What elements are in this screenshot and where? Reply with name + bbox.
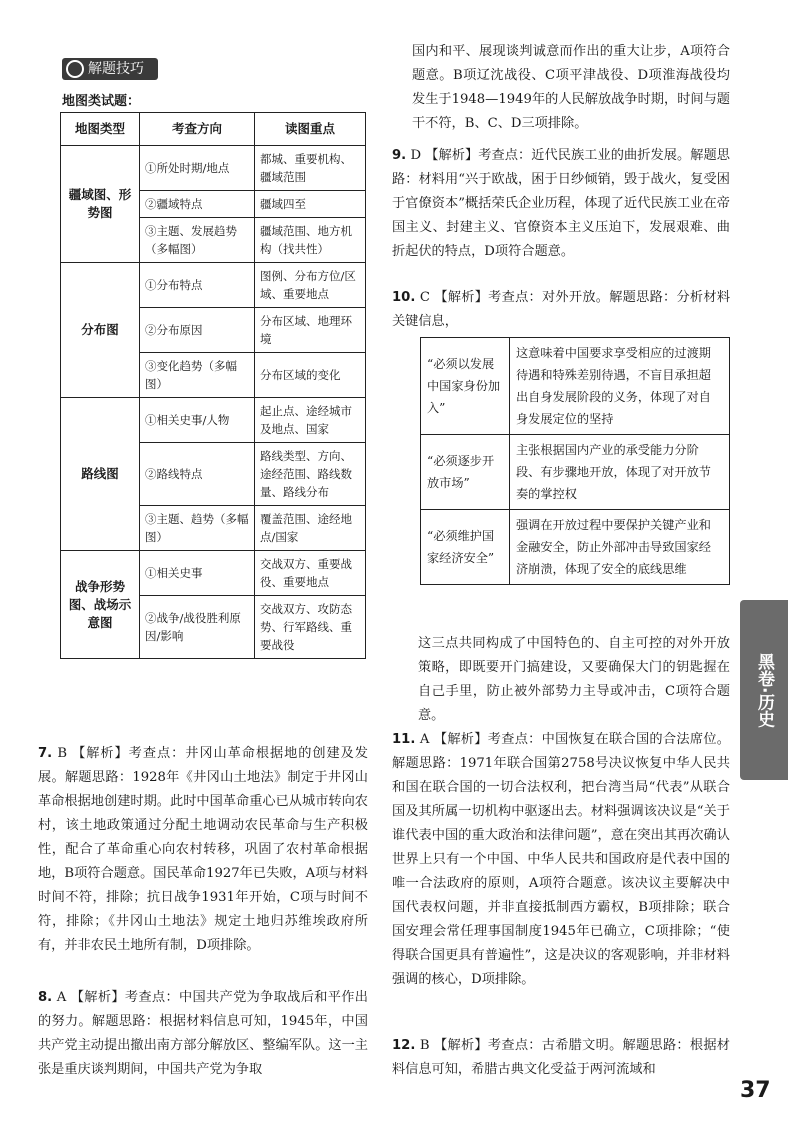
focus: 交战双方、重要战役、重要地点 [255,551,366,596]
direction: ③主题、趋势（多幅图） [140,506,255,551]
tip-label [62,58,158,80]
focus: 图例、分布方位/区域、重要地点 [255,263,366,308]
map-table [60,112,366,659]
question-number: 7. [38,746,53,761]
direction: ①相关史事/人物 [140,398,255,443]
explanation: 强调在开放过程中要保护关键产业和金融安全，防止外部冲击导致国家经济崩溃，体现了安全的底线思维 [510,510,730,585]
map-title: 地图类试题： [62,94,141,109]
table-row [421,338,730,435]
answer-8-continued: 国内和平、展现谈判诚意而作出的重大让步，A项符合题意。B项辽沈战役、C项平津战役、D项淮海战役均发生于1948—1949年的人民解放战争时期，时间与题干不符，B、C、D三项排除。 [412,44,730,131]
search-icon [66,60,84,78]
key-phrase: “必须以发展中国家身份加入” [421,338,510,435]
focus: 覆盖范围、途经地点/国家 [255,506,366,551]
focus: 疆域范围、地方机构（找共性） [255,218,366,263]
focus: 分布区域的变化 [255,353,366,398]
focus: 疆域四至 [255,191,366,218]
key-phrase: “必须维护国家经济安全” [421,510,510,585]
question-number: 12. [392,1038,416,1053]
direction: ②路线特点 [140,443,255,506]
analysis-table [420,337,730,585]
direction: ③变化趋势（多幅图） [140,353,255,398]
table-row [61,551,366,596]
answer-text: A 【解析】考查点：中国共产党为争取战后和平作出的努力。解题思路：根据材料信息可知，1945年，中国共产党主动提出撤出南方部分解放区、整编军队。这一主张是重庆谈判期间，中国共产党为争取 [38,990,368,1077]
direction: ①所处时期/地点 [140,146,255,191]
answer-10-conclusion: 这三点共同构成了中国特色的、自主可控的对外开放策略，即既要开门搞建设，又要确保大门的钥匙握在自己手里，防止被外部势力主导或冲击，C项符合题意。 [418,636,730,723]
answer-10 [392,286,730,334]
answer-12 [392,1034,730,1082]
table-header: 地图类型 [61,113,140,146]
map-type: 路线图 [61,398,140,551]
table-row [61,398,366,443]
question-number: 8. [38,990,53,1005]
answer-text: D 【解析】考查点：近代民族工业的曲折发展。解题思路：材料用“兴于欧战，困于日纱倾销，毁于战火，复受困于官僚资本”概括荣氏企业历程，体现了近代民族工业在帝国主义、封建主义、官僚资本主义压迫下，发展艰难、曲折起伏的特点，D项符合题意。 [392,148,730,259]
subject-side-tab: 黑卷·历史 [740,600,788,780]
answer-11 [392,728,730,992]
answer-text: C 【解析】考查点：对外开放。解题思路：分析材料关键信息， [392,290,731,329]
question-number: 10. [392,290,416,305]
table-header: 读图重点 [255,113,366,146]
direction: ②疆域特点 [140,191,255,218]
focus: 分布区域、地理环境 [255,308,366,353]
explanation: 这意味着中国要求享受相应的过渡期待遇和特殊差别待遇，不盲目承担超出自身发展阶段的义务，体现了对自身发展定位的坚持 [510,338,730,435]
question-number: 11. [392,732,416,747]
page-number: 37 [740,1078,771,1103]
table-row [421,435,730,510]
question-number: 9. [392,148,407,163]
direction: ③主题、发展趋势（多幅图） [140,218,255,263]
answer-text: A 【解析】考查点：中国恢复在联合国的合法席位。解题思路：1971年联合国第2758号决议恢复中华人民共和国在联合国的一切合法权利，把台湾当局“代表”从联合国及其所属一切机构中驱逐出去。材料强调该决议是“关于谁代表中国的重大政治和法律问题”，意在突出其再次确认世界上只有一个中国、中华人民共和国政府是代表中国的唯一合法政府的原则，A项符合题意。该决议主要解决中国代表权问题，并非直接抵制西方霸权，B项排除；联合国安理会常任理事国制度1945年已确立，C项排除；“使得联合国更具有普遍性”，这是决议的客观影响，并非材料强调的核心，D项排除。 [392,732,730,987]
answer-9 [392,144,730,264]
table-row [61,146,366,191]
focus: 起止点、途经城市及地点、国家 [255,398,366,443]
map-type: 战争形势图、战场示意图 [61,551,140,659]
direction: ①分布特点 [140,263,255,308]
direction: ②分布原因 [140,308,255,353]
answer-7 [38,742,368,958]
focus: 交战双方、攻防态势、行军路线、重要战役 [255,596,366,659]
map-type: 分布图 [61,263,140,398]
direction: ①相关史事 [140,551,255,596]
table-header: 考查方向 [140,113,255,146]
answer-text: B 【解析】考查点：古希腊文明。解题思路：根据材料信息可知，希腊古典文化受益于两河流域和 [392,1038,730,1077]
explanation: 主张根据国内产业的承受能力分阶段、有步骤地开放，体现了对开放节奏的掌控权 [510,435,730,510]
table-row [421,510,730,585]
tip-label-text: 解题技巧 [88,61,144,77]
key-phrase: “必须逐步开放市场” [421,435,510,510]
direction: ②战争/战役胜利原因/影响 [140,596,255,659]
table-row [61,263,366,308]
answer-text: B 【解析】考查点：井冈山革命根据地的创建及发展。解题思路：1928年《井冈山土地法》制定于井冈山革命根据地创建时期。此时中国革命重心已从城市转向农村，该土地政策通过分配土地调动农民革命与生产积极性，配合了革命重心向农村转移，巩固了农村革命根据地，B项符合题意。国民革命1927年已失败，A项与材料时间不符，排除；抗日战争1931年开始，C项与时间不符，排除；《井冈山土地法》规定土地归苏维埃政府所有，并非农民土地所有制，D项排除。 [38,746,368,953]
focus: 路线类型、方向、途经范围、路线数量、路线分布 [255,443,366,506]
map-type: 疆域图、形势图 [61,146,140,263]
answer-8 [38,986,368,1082]
focus: 都城、重要机构、疆域范围 [255,146,366,191]
